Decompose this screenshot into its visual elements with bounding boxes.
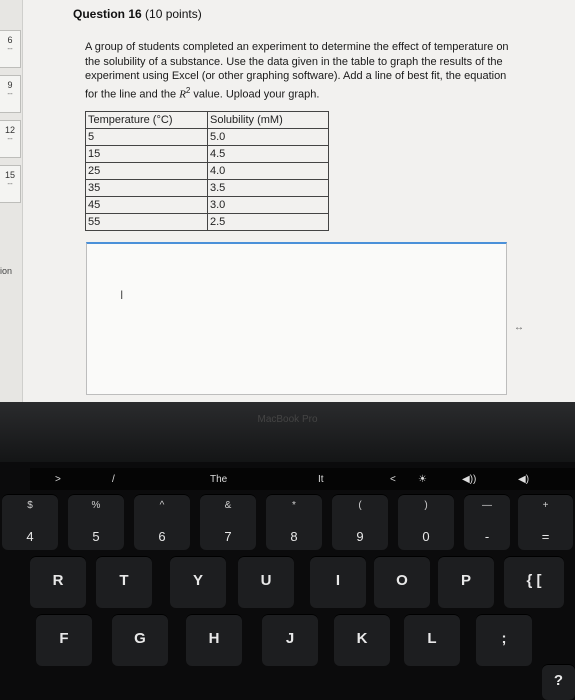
table-row (86, 129, 329, 146)
key-shift-glyph: — (482, 500, 492, 511)
question-nav-item[interactable] (0, 75, 21, 113)
laptop-brand: MacBook Pro (257, 414, 318, 425)
table-cell: 15 (86, 146, 208, 163)
question-nav-status: -- (7, 134, 13, 143)
table-cell: 35 (86, 180, 208, 197)
key-shift-glyph: % (91, 500, 101, 511)
question-navigator (0, 0, 23, 402)
key-glyph: 4 (26, 529, 34, 544)
key-bracket[interactable] (504, 556, 564, 608)
key-k[interactable] (334, 614, 390, 666)
side-label: ion (0, 266, 13, 276)
question-nav-item[interactable] (0, 30, 21, 68)
question-title (73, 7, 202, 21)
table-row (86, 146, 329, 163)
key-glyph: T (119, 572, 129, 589)
key-7[interactable] (200, 494, 256, 550)
key-semicolon[interactable] (476, 614, 532, 666)
touchbar-collapse-icon[interactable]: < (390, 474, 396, 485)
table-cell: 3.0 (208, 197, 329, 214)
key-u[interactable] (238, 556, 294, 608)
text-cursor-icon: I (120, 288, 124, 302)
question-nav-item[interactable] (0, 120, 21, 158)
table-cell: 25 (86, 163, 208, 180)
mute-icon[interactable]: ◀) (518, 474, 530, 485)
question-nav-status: -- (7, 179, 13, 188)
key-minus[interactable] (464, 494, 510, 550)
table-cell: 3.5 (208, 180, 329, 197)
question-number: Question 16 (73, 7, 142, 21)
key-h[interactable] (186, 614, 242, 666)
key-glyph: F (59, 630, 69, 647)
key-glyph: J (285, 630, 295, 647)
table-row (86, 163, 329, 180)
key-r[interactable] (30, 556, 86, 608)
key-shift-glyph: $ (27, 500, 33, 511)
key-0[interactable] (398, 494, 454, 550)
table-cell: 5 (86, 129, 208, 146)
question-nav-number: 9 (7, 80, 13, 90)
key-question[interactable] (542, 664, 575, 700)
key-glyph: { [ (526, 572, 542, 589)
key-5[interactable] (68, 494, 124, 550)
key-glyph: 6 (158, 529, 166, 544)
table-cell: 5.0 (208, 129, 329, 146)
key-i[interactable] (310, 556, 366, 608)
key-glyph: U (260, 572, 272, 589)
key-g[interactable] (112, 614, 168, 666)
question-nav-number: 12 (4, 125, 15, 135)
table-cell: 2.5 (208, 214, 329, 231)
touchbar-suggestion[interactable]: / (112, 474, 115, 485)
key-j[interactable] (262, 614, 318, 666)
key-glyph: I (335, 572, 341, 589)
table-row (86, 180, 329, 197)
key-glyph: 7 (224, 529, 232, 544)
key-shift-glyph: & (224, 500, 232, 511)
table-header-cell: Temperature (°C) (86, 112, 208, 129)
key-y[interactable] (170, 556, 226, 608)
question-prompt-text-end: value. Upload your graph. (190, 88, 320, 101)
key-glyph: G (134, 630, 146, 647)
key-glyph: ? (553, 672, 564, 689)
touchbar-suggestion[interactable]: It (318, 474, 324, 485)
key-glyph: 9 (356, 529, 364, 544)
key-6[interactable] (134, 494, 190, 550)
key-shift-glyph: * (292, 500, 296, 511)
key-glyph: K (356, 630, 368, 647)
key-p[interactable] (438, 556, 494, 608)
key-glyph: Y (192, 572, 203, 589)
table-cell: 4.0 (208, 163, 329, 180)
key-glyph: R (52, 572, 64, 589)
key-l[interactable] (404, 614, 460, 666)
r-squared-exponent: 2 (185, 85, 191, 95)
question-nav-item[interactable] (0, 165, 21, 203)
key-shift-glyph: ^ (159, 500, 165, 511)
laptop-bezel (0, 402, 575, 462)
question-prompt-text: A group of students completed an experiment to determine the effect of temperature on the solubility of a substance. Use the data given in the table to graph the results of the experiment using Excel (or other graphing software). Add a line of best fit, the equation for the line and the (85, 41, 509, 101)
key-8[interactable] (266, 494, 322, 550)
key-glyph: L (427, 630, 437, 647)
key-glyph: O (396, 572, 408, 589)
touchbar-chevron[interactable]: > (55, 474, 61, 485)
key-shift-glyph: + (542, 500, 549, 511)
key-t[interactable] (96, 556, 152, 608)
table-header-row (86, 112, 329, 129)
question-nav-status: -- (7, 44, 13, 53)
question-nav-number: 6 (7, 35, 13, 45)
key-shift-glyph: ) (424, 500, 428, 511)
resize-handle-icon[interactable]: ↔ (514, 322, 524, 333)
key-glyph: 5 (92, 529, 100, 544)
key-glyph: P (460, 572, 471, 589)
table-cell: 4.5 (208, 146, 329, 163)
question-prompt (85, 40, 515, 102)
key-glyph: 0 (422, 529, 430, 544)
key-9[interactable] (332, 494, 388, 550)
key-4[interactable] (2, 494, 58, 550)
touchbar-suggestion[interactable]: The (210, 474, 228, 485)
key-glyph: 8 (290, 529, 298, 544)
key-shift-glyph: ( (358, 500, 362, 511)
table-row (86, 197, 329, 214)
volume-icon[interactable]: ◀)) (462, 474, 477, 485)
key-equals[interactable] (518, 494, 573, 550)
data-table (85, 111, 329, 231)
key-f[interactable] (36, 614, 92, 666)
question-points: (10 points) (145, 7, 202, 21)
table-row (86, 214, 329, 231)
key-o[interactable] (374, 556, 430, 608)
table-cell: 45 (86, 197, 208, 214)
table-header-cell: Solubility (mM) (208, 112, 329, 129)
r-squared-symbol: R (179, 88, 186, 101)
table-cell: 55 (86, 214, 208, 231)
brightness-icon[interactable]: ☀ (418, 474, 427, 485)
question-nav-status: -- (7, 89, 13, 98)
key-glyph: - (484, 529, 490, 544)
key-glyph: = (541, 529, 550, 544)
answer-upload-area[interactable] (86, 242, 507, 395)
key-glyph: ; (501, 630, 507, 647)
question-nav-number: 15 (4, 170, 15, 180)
key-glyph: H (208, 630, 220, 647)
